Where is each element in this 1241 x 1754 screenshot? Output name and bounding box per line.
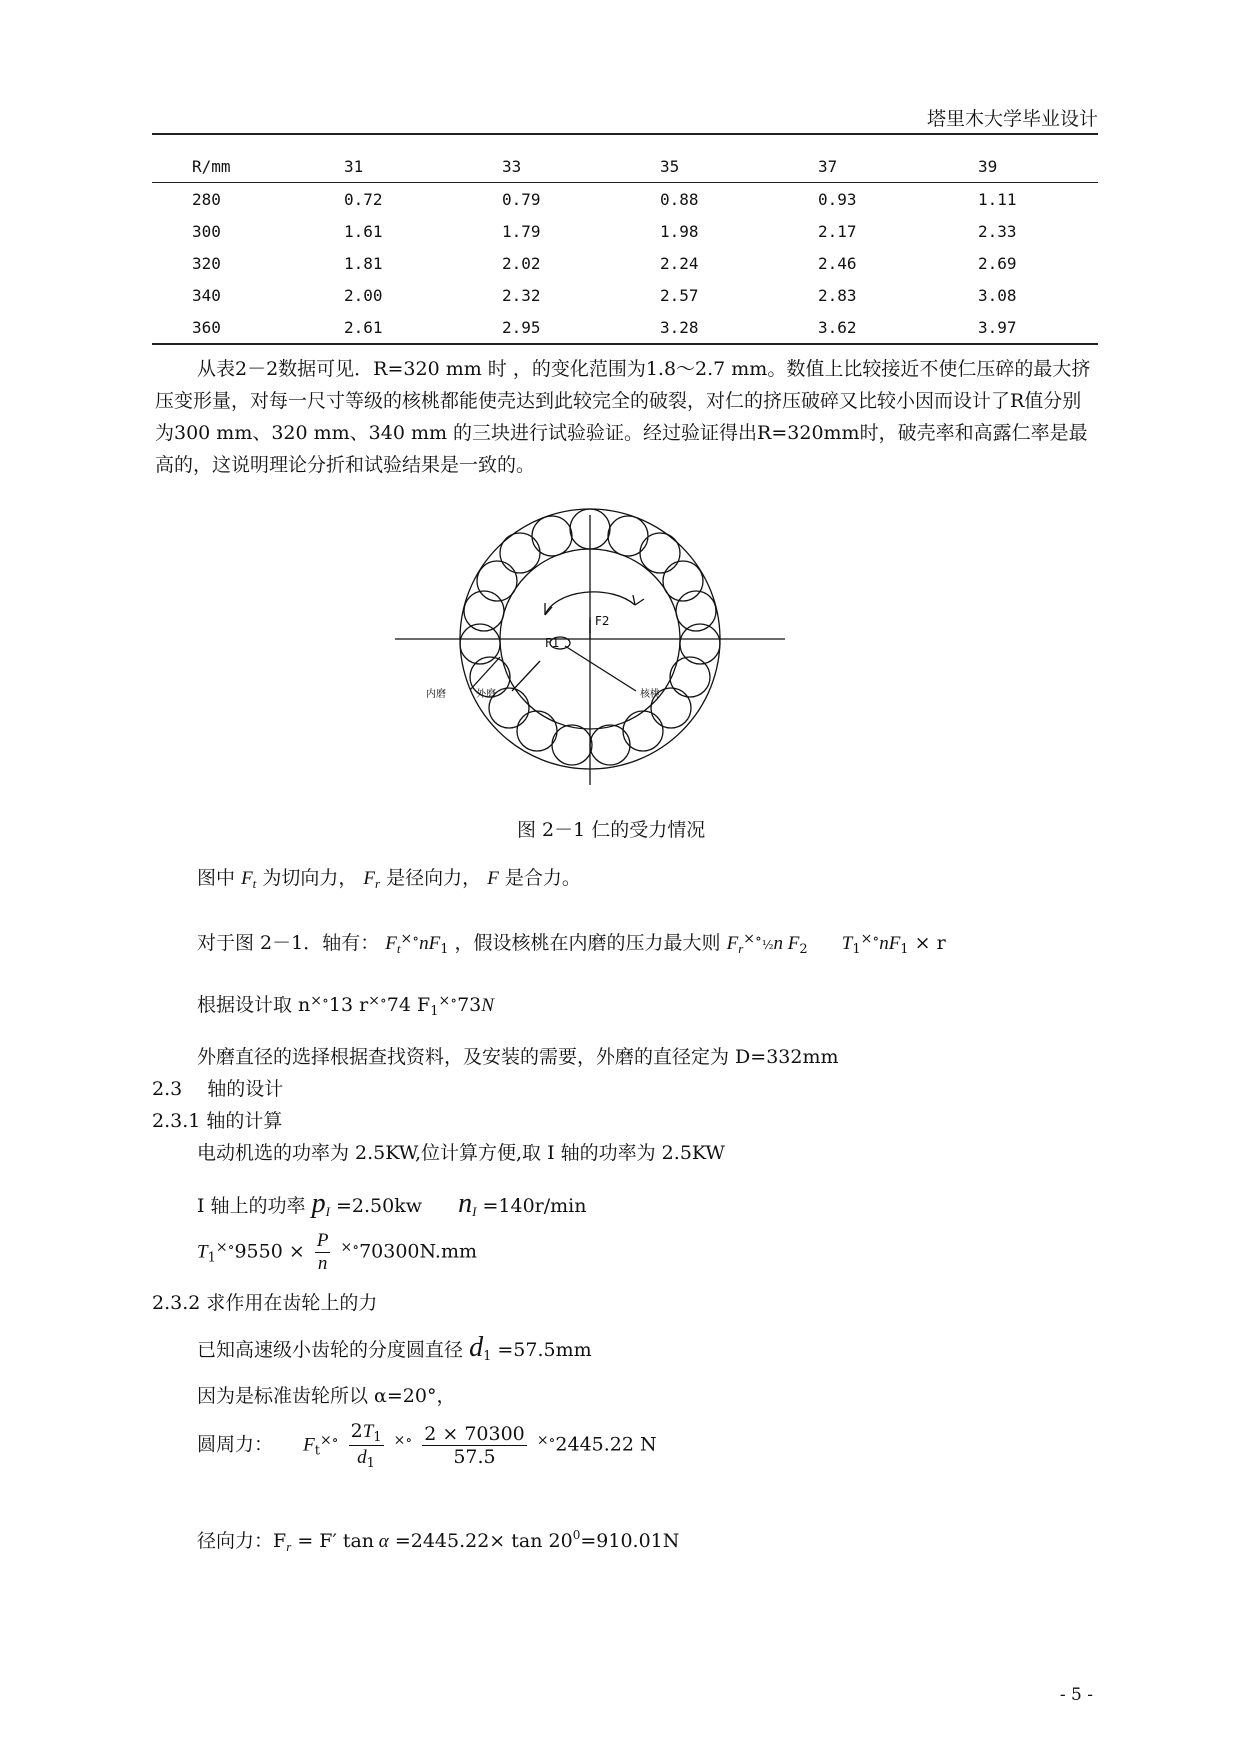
table-cell: 2.24 [660, 253, 699, 273]
header-title: 塔里木大学毕业设计 [926, 108, 1098, 130]
table-cell: 0.88 [660, 189, 699, 209]
inner-leader [470, 657, 500, 690]
table-row [152, 311, 1098, 344]
table-header-cell: R/mm [192, 156, 231, 176]
table-cell: 2.61 [344, 317, 383, 337]
section-2-3-heading: 2.3 轴的设计 [152, 1078, 284, 1100]
table-cell: 0.79 [502, 189, 541, 209]
table-header-cell: 35 [660, 156, 680, 176]
motor-power-text: 电动机选的功率为 2.5KW,位计算方便,取 I 轴的功率为 2.5KW [197, 1142, 725, 1164]
table-row [152, 215, 1098, 247]
table-cell: 320 [192, 253, 221, 273]
table-header-cell: 37 [818, 156, 838, 176]
table-row [152, 183, 1098, 216]
table-cell: 2.33 [978, 221, 1017, 241]
table-cell: 2.95 [502, 317, 541, 337]
table-cell: 1.98 [660, 221, 699, 241]
table-row [152, 279, 1098, 311]
table-cell: 280 [192, 189, 221, 209]
outer-diameter-text: 外磨直径的选择根据查找资料，及安装的需要，外磨的直径定为 D=332mm [197, 1046, 839, 1068]
table-cell: 1.11 [978, 189, 1017, 209]
body-paragraph: 从表2－2数据可见．R=320 mm 时 ，的变化范围为1.8～2.7 mm。数值上比较接近不使仁压碎的最大挤压变形量，对每一尺寸等级的核桃都能使壳达到此较完全的破裂，对仁的挤压破碎又比较小因而设计了R值分别为300 mm、320 mm、340 mm 的三块进行试验验证。经过验证得出R=320mm时，破壳率和高露仁率是最高的，这说明理论分折和试验结果是一致的。 [155, 358, 1091, 476]
table-cell: 0.93 [818, 189, 857, 209]
table-cell: 2.17 [818, 221, 857, 241]
torque-formula: $T_1^{\times\circ}9550$ × $\frac{P}{n}$ ×∘70300N.mm [197, 1230, 477, 1274]
table-header-cell: 31 [344, 156, 364, 176]
table-cell: 300 [192, 221, 221, 241]
table-cell: 2.46 [818, 253, 857, 273]
table-cell: 2.32 [502, 285, 541, 305]
section-2-3-2-heading: 2.3.2 求作用在齿轮上的力 [152, 1292, 378, 1314]
table-cell: 2.57 [660, 285, 699, 305]
data-table [152, 150, 1098, 345]
outer-grinder-label: 外磨 [476, 689, 496, 700]
figure-caption: 图 2－1 仁的受力情况 [517, 819, 706, 841]
outer-leader [512, 661, 540, 691]
walnut-leader [565, 646, 636, 691]
table-header-cell: 39 [978, 156, 998, 176]
table-header-cell: 33 [502, 156, 522, 176]
table-cell: 2.00 [344, 285, 383, 305]
design-values: 根据设计取 n×∘13 r×∘74 $F_1^{\times\circ}73N$ [197, 993, 494, 1019]
table-cell: 360 [192, 317, 221, 337]
table-cell: 3.28 [660, 317, 699, 337]
table-cell: 340 [192, 285, 221, 305]
table-cell: 3.08 [978, 285, 1017, 305]
force-diagram [390, 505, 790, 805]
table-cell: 3.62 [818, 317, 857, 337]
radial-force-formula: 径向力：$F_r = F'$ $\tan \alpha =2445.22\times \tan 20^0=910.01N$ [197, 1528, 680, 1554]
table-cell: 2.69 [978, 253, 1017, 273]
axis-power-line: I 轴上的功率 $p_I =2.50kw$ $n_I =140r/\min$ [197, 1188, 587, 1219]
table-cell: 2.02 [502, 253, 541, 273]
force-description: 图中 $F_t$ 为切向力， $F_r$ 是径向力， F 是合力。 [197, 867, 581, 891]
table-cell: 0.72 [344, 189, 383, 209]
f1-label: F1 [545, 636, 560, 650]
section-2-3-1-heading: 2.3.1 轴的计算 [152, 1110, 283, 1132]
inner-grinder-label: 内磨 [426, 689, 446, 700]
standard-gear-text: 因为是标准齿轮所以 α=20°， [197, 1385, 456, 1407]
f2-label: F2 [595, 614, 610, 628]
axis-formula: 对于图 2－1．轴有： $F_t^{\times\circ}nF_1$ ，假设核桃在内磨的压力最大则 $F_r^{\times\circ}\frac{1}{2}n$ $F_2$ $T_1^{\times\circ}nF_1 \times r$ [197, 931, 946, 957]
table-cell: 3.97 [978, 317, 1017, 337]
table-cell: 2.83 [818, 285, 857, 305]
table-row [152, 247, 1098, 279]
table-cell: 1.81 [344, 253, 383, 273]
page-number: - 5 - [1059, 1685, 1093, 1705]
table-cell: 1.61 [344, 221, 383, 241]
walnut-label: 核桃 [640, 689, 660, 700]
table-cell: 1.79 [502, 221, 541, 241]
header-rule [152, 133, 1098, 135]
circumferential-force-formula: 圆周力： $F_t^{\times\circ}$ $\frac{2T_1}{d_1}$ ×∘ $\frac{2 \times 70300}{57.5}$ ×∘2445.22 N [197, 1420, 657, 1471]
table-header-row [152, 150, 1098, 183]
gear-diameter-line: 已知高速级小齿轮的分度圆直径 $d_1 =57.5mm$ [197, 1332, 592, 1364]
